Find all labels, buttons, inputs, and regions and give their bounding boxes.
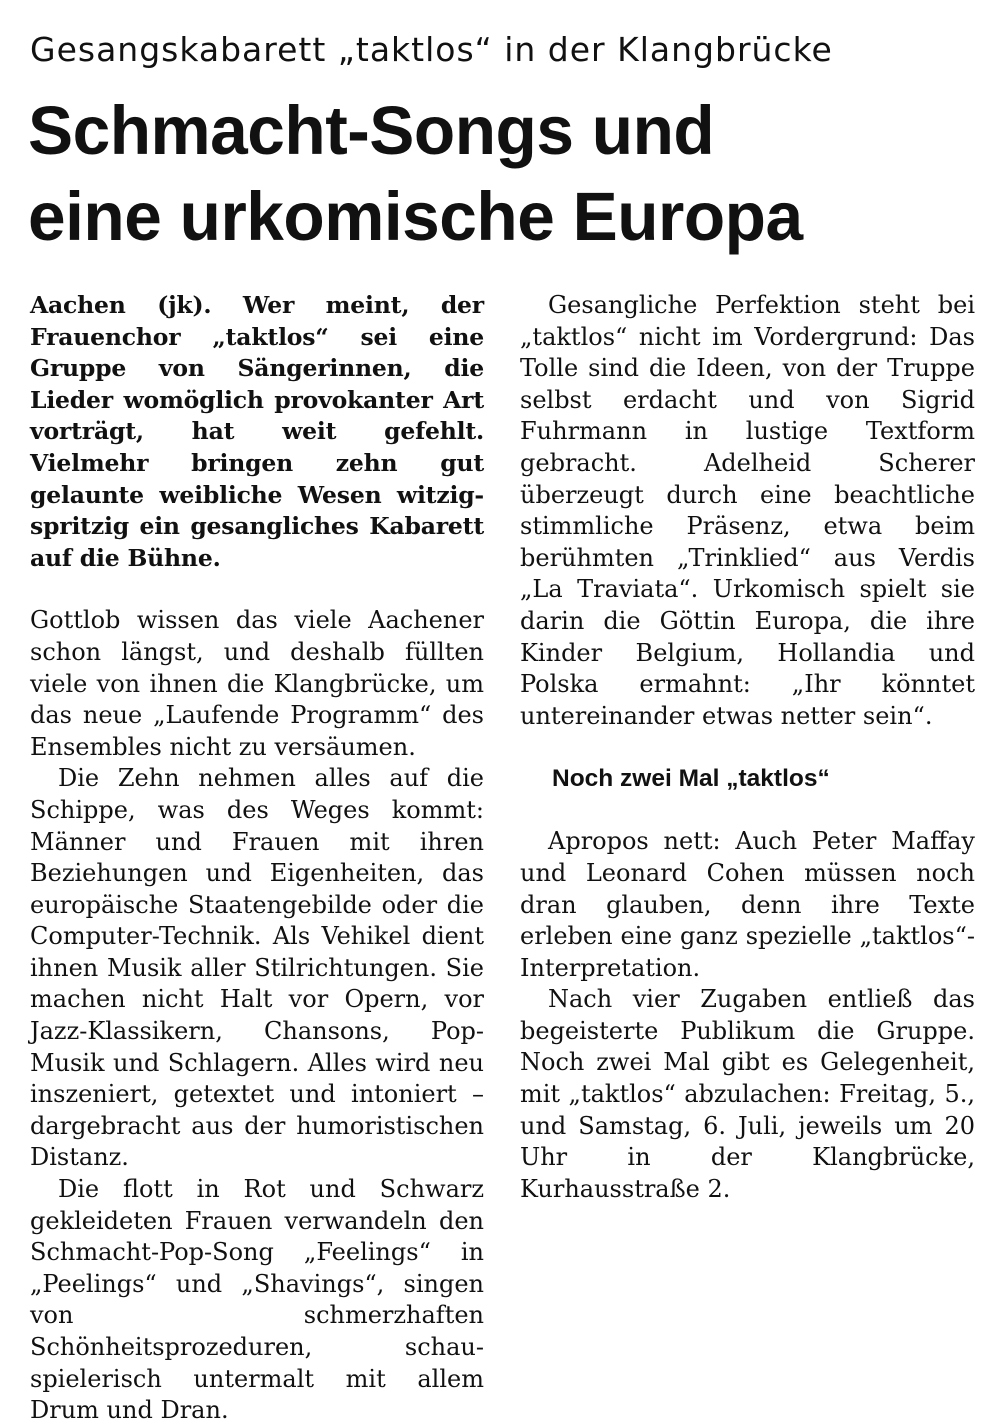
headline-line-2: eine urkomische Europa	[28, 178, 803, 255]
article-paragraph-2: Die Zehn nehmen alles auf die Schippe, was des Weges kommt: Männer und Frauen mit ihren Beziehungen und Eigenheiten, das europäische Staatengebilde oder die Computer-Technik. Als Vehikel dient ihnen Musik aller Stilrichtungen. Sie machen nicht Halt vor Opern, vor Jazz-Klassikern, Chansons, Pop-Musik und Schlagern. Alles wird neu inszeniert, getextet und intoniert – dargebracht aus der humoristischen Distanz.	[30, 764, 484, 1172]
headline-line-1: Schmacht-Songs und	[28, 92, 715, 169]
article-headline	[28, 88, 969, 260]
article-kicker: Gesangskabarett „taktlos“ in der Klangbrücke	[30, 30, 833, 69]
article-paragraph-1: Gottlob wissen das viele Aachener schon längst, und deshalb füllten viele von ihnen die Klangbrücke, um das neue „Laufende Programm“ des Ensembles nicht zu versäumen.	[30, 606, 484, 761]
article-paragraph-5: Apropos nett: Auch Peter Maffay und Leonard Cohen müssen noch dran glauben, denn ihre Texte erleben eine ganz spezielle „taktlos“-Interpretation.	[520, 827, 975, 982]
article-paragraph-6: Nach vier Zugaben entließ das begeisterte Publikum die Gruppe. Noch zwei Mal gibt es Gelegenheit, mit „taktlos“ abzulachen: Freitag, 5., und Samstag, 6. Juli, jeweils um 20 Uhr in der Klangbrücke, Kurhausstraße 2.	[520, 985, 975, 1203]
article-column-right	[520, 290, 975, 1205]
article-paragraph-4: Gesangliche Perfektion steht bei „taktlos“ nicht im Vordergrund: Das Tolle sind die Ideen, von der Truppe selbst erdacht und von Sigrid Fuhrmann in lustige Textform gebracht. Adelheid Scherer überzeugt durch eine beachtliche stimmliche Präsenz, etwa beim berühmten „Trinklied“ aus Verdis „La Traviata“. Urkomisch spielt sie darin die Göttin Europa, die ihre Kinder Belgium, Hollandia und Polska ermahnt: „Ihr könntet untereinander etwas netter sein“.	[520, 291, 975, 730]
article-subheading: Noch zwei Mal „taktlos“	[552, 765, 830, 793]
article-paragraph-3: Die flott in Rot und Schwarz gekleideten Frauen verwandeln den Schmacht-Pop-Song „Feelings“ in „Peelings“ und „Shavings“, singen von schmerzhaften Schönheitsprozeduren, schauspielerisch untermalt mit allem Drum und Dran.	[30, 1175, 484, 1425]
article-column-left	[30, 290, 484, 1425]
article-lead: Aachen (jk). Wer meint, der Frauenchor „taktlos“ sei eine Gruppe von Sängerinnen, die Lieder womöglich provokanter Art vorträgt, hat weit gefehlt. Vielmehr bringen zehn gut gelaunte weibliche Wesen witzig-spritzig ein gesangliches Kabarett auf die Bühne.	[30, 291, 484, 572]
